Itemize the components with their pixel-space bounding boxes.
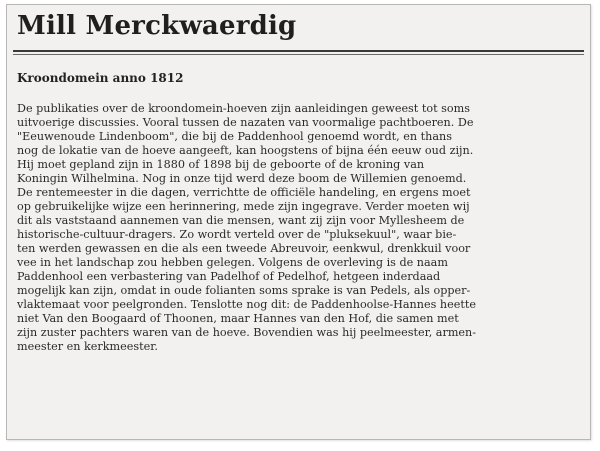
article-line: Hij moet gepland zijn in 1880 of 1898 bij de geboorte of de kroning van — [17, 158, 425, 171]
article-line: niet Van den Boogaard of Thoonen, maar Hannes van den Hof, die samen met — [17, 312, 459, 325]
article-line: De rentemeester in die dagen, verrichtte de officiële handeling, en ergens moet — [17, 186, 471, 199]
article-line: nog de lokatie van de hoeve aangeeft, kan hoogstens of bijna één eeuw oud zijn. — [17, 144, 474, 157]
title-rule-thick — [13, 50, 584, 52]
title-rule-thin — [13, 54, 584, 55]
article-line: mogelijk kan zijn, omdat in oude folianten soms sprake is van Pedels, als opper- — [17, 284, 471, 297]
article-line: vee in het landschap zou hebben gelegen. Volgens de overleving is de naam — [17, 256, 448, 269]
article-body — [17, 102, 584, 354]
column-title: Mill Merckwaerdig — [17, 11, 297, 41]
article-line: vlaktemaat voor peelgronden. Tenslotte nog dit: de Paddenhoolse-Hannes heette — [17, 298, 476, 311]
article-line: "Eeuwenoude Lindenboom", die bij de Paddenhool genoemd wordt, en thans — [17, 130, 452, 143]
article-line: meester en kerkmeester. — [17, 340, 158, 353]
article-subtitle: Kroondomein anno 1812 — [17, 71, 184, 85]
article-line: historische-cultuur-dragers. Zo wordt verteld over de "pluksekuul", waar bie- — [17, 228, 457, 241]
newspaper-clipping — [6, 4, 591, 440]
article-line: Koningin Wilhelmina. Nog in onze tijd werd deze boom de Willemien genoemd. — [17, 172, 467, 185]
article-line: zijn zuster pachters waren van de hoeve. Bovendien was hij peelmeester, armen- — [17, 326, 477, 339]
article-line: Paddenhool een verbastering van Padelhof of Pedelhof, hetgeen inderdaad — [17, 270, 441, 283]
article-line: De publikaties over de kroondomein-hoeven zijn aanleidingen geweest tot soms — [17, 102, 470, 115]
article-line: uitvoerige discussies. Vooral tussen de nazaten van voormalige pachtboeren. De — [17, 116, 474, 129]
article-line: ten werden gewassen en die als een tweede Abreuvoir, eenkwul, drenkkuil voor — [17, 242, 471, 255]
article-line: dit als vaststaand aannemen van die mensen, want zij zijn voor Myllesheem de — [17, 214, 465, 227]
article-line: op gebruikelijke wijze een herinnering, mede zijn ingegrave. Verder moeten wij — [17, 200, 470, 213]
